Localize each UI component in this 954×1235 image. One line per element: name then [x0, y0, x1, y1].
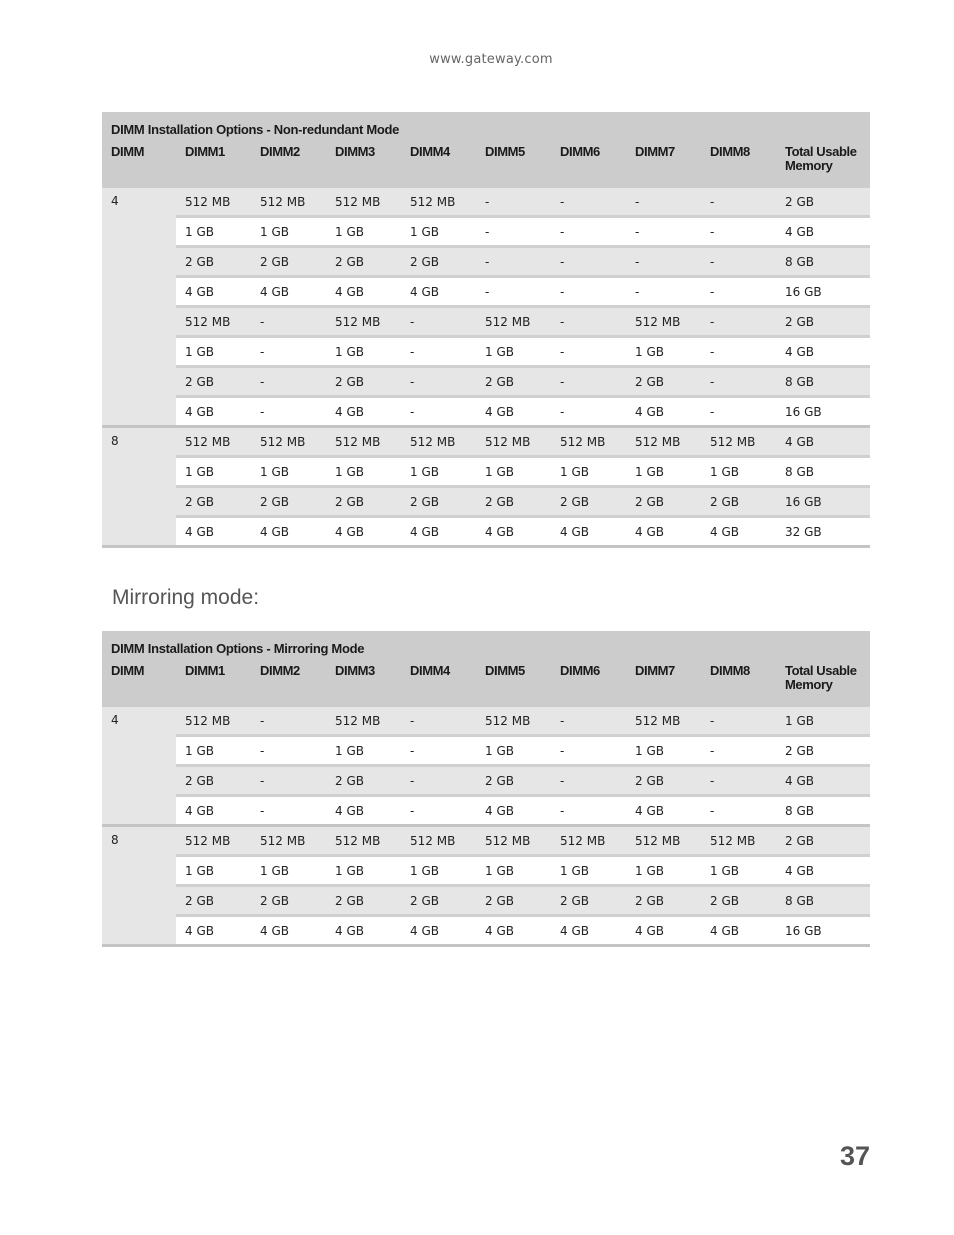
table-row	[102, 247, 870, 277]
table-cell: 4 GB	[626, 916, 701, 946]
table-row	[102, 707, 870, 736]
table-cell: 512 MB	[626, 826, 701, 856]
table-row	[102, 766, 870, 796]
table-caption-row	[102, 112, 870, 139]
table-cell: 4 GB	[251, 277, 326, 307]
table-cell: 4 GB	[326, 277, 401, 307]
table-cell: 2 GB	[176, 367, 251, 397]
table-cell: -	[251, 707, 326, 736]
table-cell: 4 GB	[551, 916, 626, 946]
table-cell: 1 GB	[626, 457, 701, 487]
table-cell: 1 GB	[326, 736, 401, 766]
table-row	[102, 916, 870, 946]
table-cell: 2 GB	[476, 487, 551, 517]
column-header: DIMM8	[701, 658, 776, 707]
table-cell: -	[476, 217, 551, 247]
dimm-count-cell: 4	[102, 188, 176, 427]
table-cell: 2 GB	[401, 247, 476, 277]
table-cell: 512 MB	[326, 307, 401, 337]
table-cell: -	[551, 188, 626, 217]
table-cell: 16 GB	[776, 397, 870, 427]
table-cell: -	[551, 397, 626, 427]
table-cell: 1 GB	[326, 856, 401, 886]
table-cell: 4 GB	[626, 517, 701, 547]
table-cell: 4 GB	[701, 916, 776, 946]
table-cell: 2 GB	[551, 886, 626, 916]
table-cell: -	[551, 277, 626, 307]
table-row	[102, 886, 870, 916]
table-caption: DIMM Installation Options - Non-redundant Mode	[102, 112, 870, 139]
table-cell: 2 GB	[701, 487, 776, 517]
table-cell: 512 MB	[476, 707, 551, 736]
table-cell: -	[551, 307, 626, 337]
table-cell: 4 GB	[776, 337, 870, 367]
table-cell: -	[701, 796, 776, 826]
table-cell: -	[701, 736, 776, 766]
table-cell: -	[701, 307, 776, 337]
table-cell: -	[251, 367, 326, 397]
table-cell: -	[551, 796, 626, 826]
column-header: DIMM6	[551, 658, 626, 707]
table-cell: 4 GB	[626, 397, 701, 427]
table-cell: 1 GB	[626, 337, 701, 367]
table-cell: 1 GB	[401, 217, 476, 247]
table-cell: 1 GB	[551, 457, 626, 487]
table-cell: 1 GB	[401, 856, 476, 886]
table-cell: 512 MB	[701, 427, 776, 457]
table-cell: 4 GB	[176, 916, 251, 946]
table-cell: 2 GB	[701, 886, 776, 916]
table-cell: 1 GB	[176, 217, 251, 247]
table-cell: 8 GB	[776, 247, 870, 277]
table-cell: 512 MB	[476, 427, 551, 457]
table-cell: -	[626, 217, 701, 247]
table-row	[102, 517, 870, 547]
table-cell: 4 GB	[401, 277, 476, 307]
column-header: DIMM3	[326, 658, 401, 707]
table-cell: 512 MB	[326, 188, 401, 217]
table-cell: 2 GB	[626, 766, 701, 796]
table-cell: 2 GB	[551, 487, 626, 517]
column-header: Total Usable Memory	[776, 658, 870, 707]
table-cell: 4 GB	[401, 916, 476, 946]
table-cell: 2 GB	[626, 487, 701, 517]
table-cell: 1 GB	[701, 457, 776, 487]
table-cell: 4 GB	[476, 916, 551, 946]
column-header: DIMM8	[701, 139, 776, 188]
table-cell: -	[626, 277, 701, 307]
table-cell: -	[401, 397, 476, 427]
table-cell: -	[551, 337, 626, 367]
table-cell: 4 GB	[326, 397, 401, 427]
table-cell: 512 MB	[251, 427, 326, 457]
table-cell: 2 GB	[326, 766, 401, 796]
table-cell: -	[551, 217, 626, 247]
table-cell: 2 GB	[476, 766, 551, 796]
table-cell: -	[401, 367, 476, 397]
table-cell: 512 MB	[626, 427, 701, 457]
table-cell: 16 GB	[776, 916, 870, 946]
column-header: DIMM	[102, 658, 176, 707]
table-caption-row	[102, 631, 870, 658]
table-cell: -	[401, 337, 476, 367]
table-cell: 512 MB	[326, 707, 401, 736]
table-cell: 4 GB	[701, 517, 776, 547]
column-header: DIMM7	[626, 139, 701, 188]
table-cell: 512 MB	[551, 427, 626, 457]
table-cell: -	[476, 247, 551, 277]
table-cell: 1 GB	[251, 856, 326, 886]
table-cell: 4 GB	[776, 427, 870, 457]
table-cell: 2 GB	[626, 886, 701, 916]
table-cell: 2 GB	[176, 766, 251, 796]
table-cell: 4 GB	[251, 916, 326, 946]
page-number: 37	[839, 1141, 870, 1171]
dimm-count-cell: 8	[102, 826, 176, 946]
table-cell: -	[701, 247, 776, 277]
table-cell: 1 GB	[176, 736, 251, 766]
table-cell: 2 GB	[251, 487, 326, 517]
table-cell: 1 GB	[476, 856, 551, 886]
table-row	[102, 217, 870, 247]
column-header: DIMM5	[476, 658, 551, 707]
column-header: DIMM	[102, 139, 176, 188]
table-cell: 4 GB	[176, 277, 251, 307]
table-cell: -	[251, 796, 326, 826]
table-cell: 2 GB	[326, 247, 401, 277]
table-cell: 512 MB	[626, 307, 701, 337]
table-cell: 4 GB	[551, 517, 626, 547]
table-row	[102, 796, 870, 826]
table-cell: 1 GB	[176, 856, 251, 886]
table-cell: 512 MB	[176, 427, 251, 457]
table-cell: -	[626, 188, 701, 217]
table-cell: 512 MB	[476, 826, 551, 856]
table-cell: 1 GB	[176, 337, 251, 367]
table-cell: -	[401, 707, 476, 736]
table-cell: 4 GB	[776, 217, 870, 247]
column-header: DIMM6	[551, 139, 626, 188]
table-cell: 1 GB	[626, 736, 701, 766]
table-cell: 8 GB	[776, 457, 870, 487]
column-header: DIMM7	[626, 658, 701, 707]
table-cell: 512 MB	[401, 188, 476, 217]
table-cell: 2 GB	[251, 247, 326, 277]
table-cell: 16 GB	[776, 277, 870, 307]
table-cell: -	[701, 277, 776, 307]
table-cell: 1 GB	[551, 856, 626, 886]
table-cell: 16 GB	[776, 487, 870, 517]
section-title: Mirroring mode:	[112, 586, 260, 609]
table-cell: -	[551, 766, 626, 796]
table-cell: 2 GB	[326, 886, 401, 916]
table-cell: 512 MB	[176, 188, 251, 217]
mirroring-mode-table	[102, 631, 870, 947]
column-header: DIMM4	[401, 658, 476, 707]
table-cell: 2 GB	[176, 487, 251, 517]
table-cell: -	[251, 337, 326, 367]
table-cell: 2 GB	[401, 886, 476, 916]
table-cell: 4 GB	[326, 517, 401, 547]
table-cell: 4 GB	[176, 397, 251, 427]
column-header: DIMM2	[251, 658, 326, 707]
table-cell: 2 GB	[626, 367, 701, 397]
table-cell: 4 GB	[401, 517, 476, 547]
column-header: DIMM3	[326, 139, 401, 188]
table-cell: 512 MB	[251, 188, 326, 217]
table-cell: 4 GB	[476, 796, 551, 826]
dimm-count-cell: 4	[102, 707, 176, 826]
table-cell: 2 GB	[776, 736, 870, 766]
table-cell: 2 GB	[251, 886, 326, 916]
table-cell: 2 GB	[326, 487, 401, 517]
table-row	[102, 337, 870, 367]
table-row	[102, 487, 870, 517]
table-cell: 8 GB	[776, 367, 870, 397]
table-cell: -	[251, 736, 326, 766]
table-cell: 4 GB	[776, 766, 870, 796]
table-cell: 32 GB	[776, 517, 870, 547]
column-header: DIMM1	[176, 658, 251, 707]
table-cell: 4 GB	[176, 517, 251, 547]
table-cell: 512 MB	[476, 307, 551, 337]
table-cell: 1 GB	[251, 457, 326, 487]
table-cell: 2 GB	[326, 367, 401, 397]
table-cell: 2 GB	[776, 826, 870, 856]
table-cell: 4 GB	[326, 796, 401, 826]
table-cell: 512 MB	[401, 427, 476, 457]
table-cell: 512 MB	[176, 826, 251, 856]
table-cell: 512 MB	[176, 707, 251, 736]
table-cell: 1 GB	[326, 457, 401, 487]
table-cell: 512 MB	[251, 826, 326, 856]
table-cell: 4 GB	[326, 916, 401, 946]
table-cell: -	[701, 707, 776, 736]
table-cell: -	[476, 188, 551, 217]
table-header-row	[102, 139, 870, 188]
table-cell: 2 GB	[401, 487, 476, 517]
table-cell: 2 GB	[476, 886, 551, 916]
table-cell: 512 MB	[551, 826, 626, 856]
table-cell: 2 GB	[176, 247, 251, 277]
table-cell: -	[251, 397, 326, 427]
table-cell: 512 MB	[401, 826, 476, 856]
table-cell: 2 GB	[776, 188, 870, 217]
table-row	[102, 188, 870, 217]
table-cell: 8 GB	[776, 886, 870, 916]
table-cell: -	[551, 247, 626, 277]
table-cell: -	[476, 277, 551, 307]
table-cell: -	[551, 367, 626, 397]
table-cell: 512 MB	[326, 427, 401, 457]
table-cell: 2 GB	[776, 307, 870, 337]
column-header: DIMM5	[476, 139, 551, 188]
table-cell: -	[551, 707, 626, 736]
table-cell: 1 GB	[476, 337, 551, 367]
table-cell: 1 GB	[326, 337, 401, 367]
table-cell: 4 GB	[251, 517, 326, 547]
table-cell: -	[701, 367, 776, 397]
table-cell: -	[401, 766, 476, 796]
table-caption: DIMM Installation Options - Mirroring Mode	[102, 631, 870, 658]
table-cell: -	[701, 337, 776, 367]
table-cell: 1 GB	[626, 856, 701, 886]
non-redundant-mode-table	[102, 112, 870, 548]
table-cell: 1 GB	[176, 457, 251, 487]
table-header-row	[102, 658, 870, 707]
table-row	[102, 277, 870, 307]
table-cell: 512 MB	[326, 826, 401, 856]
column-header: DIMM4	[401, 139, 476, 188]
table-row	[102, 736, 870, 766]
table-cell: 512 MB	[176, 307, 251, 337]
table-cell: -	[626, 247, 701, 277]
table-cell: 4 GB	[626, 796, 701, 826]
table-cell: 1 GB	[476, 457, 551, 487]
table-cell: 1 GB	[251, 217, 326, 247]
table-cell: -	[401, 736, 476, 766]
table-cell: 4 GB	[476, 517, 551, 547]
table-cell: -	[401, 796, 476, 826]
table-cell: -	[701, 188, 776, 217]
dimm-count-cell: 8	[102, 427, 176, 547]
site-url: www.gateway.com	[429, 52, 553, 67]
table-cell: -	[251, 307, 326, 337]
table-cell: 2 GB	[476, 367, 551, 397]
table-cell: 512 MB	[626, 707, 701, 736]
table-cell: 2 GB	[176, 886, 251, 916]
table-row	[102, 826, 870, 856]
table-cell: -	[551, 736, 626, 766]
table-cell: 4 GB	[176, 796, 251, 826]
table-cell: 4 GB	[776, 856, 870, 886]
table-cell: 1 GB	[701, 856, 776, 886]
table-row	[102, 427, 870, 457]
table-row	[102, 397, 870, 427]
table-cell: 4 GB	[476, 397, 551, 427]
column-header: Total Usable Memory	[776, 139, 870, 188]
table-row	[102, 367, 870, 397]
table-cell: 1 GB	[476, 736, 551, 766]
table-cell: 8 GB	[776, 796, 870, 826]
column-header: DIMM1	[176, 139, 251, 188]
table-cell: -	[401, 307, 476, 337]
table-cell: -	[701, 397, 776, 427]
table-cell: 512 MB	[701, 826, 776, 856]
table-row	[102, 856, 870, 886]
table-cell: -	[251, 766, 326, 796]
table-cell: -	[701, 217, 776, 247]
table-cell: 1 GB	[326, 217, 401, 247]
table-cell: -	[701, 766, 776, 796]
table-row	[102, 307, 870, 337]
column-header: DIMM2	[251, 139, 326, 188]
table-cell: 1 GB	[401, 457, 476, 487]
table-row	[102, 457, 870, 487]
table-cell: 1 GB	[776, 707, 870, 736]
